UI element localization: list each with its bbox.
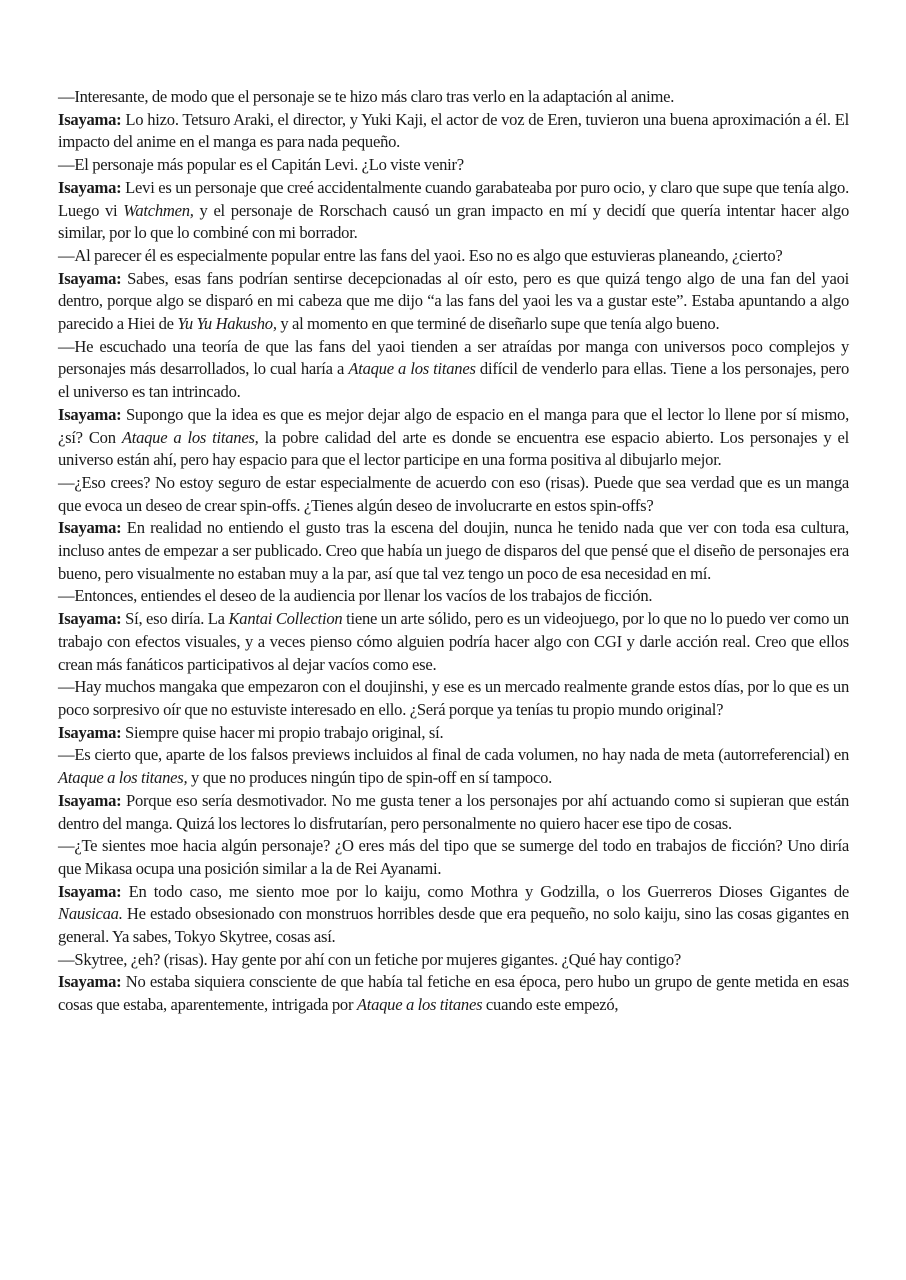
question-paragraph	[58, 949, 849, 972]
question-paragraph	[58, 835, 849, 880]
paragraph-text: y al momento en que terminé de diseñarlo supe que tenía algo bueno.	[276, 314, 720, 334]
italic-title: Ataque a los titanes,	[58, 768, 188, 788]
speaker-label: Isayama:	[58, 790, 122, 810]
speaker-label: Isayama:	[58, 268, 122, 288]
paragraph-text: —Es cierto que, aparte de los falsos previews incluidos al final de cada volumen, no hay nada de meta (autorreferencial) en	[58, 745, 849, 765]
speaker-label: Isayama:	[58, 722, 122, 742]
speaker-label: Isayama:	[58, 109, 122, 129]
answer-paragraph	[58, 177, 849, 245]
answer-paragraph	[58, 881, 849, 949]
italic-title: Nausicaa.	[58, 904, 123, 924]
answer-paragraph	[58, 608, 849, 676]
italic-title: Ataque a los titanes,	[121, 427, 259, 447]
question-paragraph	[58, 585, 849, 608]
paragraph-text: No estaba siquiera consciente de que había tal fetiche en esa época, pero hubo un grupo de gente metida en esas cosas que estaba, aparentemente, intrigada por	[58, 972, 849, 1015]
paragraph-text: Supongo que la idea es que es mejor dejar algo de espacio en el manga para que el lector lo llene por sí mismo, ¿sí? Con	[58, 404, 849, 447]
paragraph-text: Porque eso sería desmotivador. No me gusta tener a los personajes por ahí actuando como si supieran que están dentro del manga. Quizá los lectores lo disfrutarían, pero personalmente no quiero hacer ese tipo de cosas.	[58, 790, 849, 833]
paragraph-text: Lo hizo. Tetsuro Araki, el director, y Yuki Kaji, el actor de voz de Eren, tuvieron una buena aproximación a él. El impacto del anime en el manga es para nada pequeño.	[58, 109, 849, 152]
paragraph-text: Sí, eso diría. La	[121, 609, 229, 629]
document-page	[58, 86, 849, 1017]
answer-paragraph	[58, 517, 849, 585]
paragraph-text: y que no produces ningún tipo de spin-off en sí tampoco.	[187, 768, 553, 788]
question-paragraph	[58, 676, 849, 721]
answer-paragraph	[58, 971, 849, 1016]
italic-title: Kantai Collection	[228, 609, 343, 629]
speaker-label: Isayama:	[58, 177, 122, 197]
answer-paragraph	[58, 790, 849, 835]
italic-title: Ataque a los titanes	[348, 359, 476, 379]
paragraph-text: Levi es un personaje que creé accidentalmente cuando garabateaba por puro ocio, y claro que supe que tenía algo. Luego vi	[58, 177, 849, 220]
answer-paragraph	[58, 722, 849, 745]
paragraph-text: —He escuchado una teoría de que las fans del yaoi tienden a ser atraídas por manga con universos poco complejos y personajes más desarrollados, lo cual haría a	[58, 336, 849, 379]
answer-paragraph	[58, 268, 849, 336]
paragraph-text: —Entonces, entiendes el deseo de la audiencia por llenar los vacíos de los trabajos de ficción.	[58, 586, 653, 606]
paragraph-text: —¿Eso crees? No estoy seguro de estar especialmente de acuerdo con eso (risas). Puede que sea verdad que es un manga que evoca un deseo de crear spin-offs. ¿Tienes algún deseo de involucrarte en estos spin-offs?	[58, 472, 849, 515]
answer-paragraph	[58, 109, 849, 154]
speaker-label: Isayama:	[58, 972, 122, 992]
paragraph-text: En todo caso, me siento moe por lo kaiju, como Mothra y Godzilla, o los Guerreros Dioses Gigantes de	[121, 881, 849, 901]
question-paragraph	[58, 744, 849, 789]
paragraph-text: —Al parecer él es especialmente popular entre las fans del yaoi. Eso no es algo que estuvieras planeando, ¿cierto?	[58, 245, 783, 265]
speaker-label: Isayama:	[58, 404, 122, 424]
paragraph-text: Sabes, esas fans podrían sentirse decepcionadas al oír esto, pero es que quizá tengo algo de una fan del yaoi dentro, porque algo se disparó en mi cabeza que me dijo “a las fans del yaoi les va a gustar este”. Estaba apuntando a algo parecido a Hiei de	[58, 268, 849, 334]
paragraph-text: —El personaje más popular es el Capitán Levi. ¿Lo viste venir?	[58, 155, 464, 175]
paragraph-text: la pobre calidad del arte es donde se encuentra ese espacio abierto. Los personajes y el universo están ahí, pero hay espacio para que el lector participe en una forma positiva al dibujarlo mejor.	[58, 427, 849, 470]
question-paragraph	[58, 472, 849, 517]
question-paragraph	[58, 154, 849, 177]
italic-title: Watchmen,	[123, 200, 194, 220]
answer-paragraph	[58, 404, 849, 472]
italic-title: Yu Yu Hakusho,	[177, 314, 277, 334]
speaker-label: Isayama:	[58, 609, 122, 629]
speaker-label: Isayama:	[58, 518, 122, 538]
italic-title: Ataque a los titanes	[356, 995, 483, 1015]
paragraph-text: —Hay muchos mangaka que empezaron con el doujinshi, y ese es un mercado realmente grande estos días, por lo que es un poco sorpresivo oír que no estuviste interesado en ello. ¿Será porque ya tenías tu propio mundo original?	[58, 677, 849, 719]
speaker-label: Isayama:	[58, 881, 122, 901]
paragraph-text: He estado obsesionado con monstruos horribles desde que era pequeño, no solo kaiju, sino las cosas gigantes en general. Ya sabes, Tokyo Skytree, cosas así.	[58, 904, 849, 947]
paragraph-text: y el personaje de Rorschach causó un gran impacto en mí y decidí que quería intentar hacer algo similar, por lo que lo combiné con mi borrador.	[58, 200, 850, 243]
question-paragraph	[58, 86, 849, 109]
paragraph-text: —Skytree, ¿eh? (risas). Hay gente por ahí con un fetiche por mujeres gigantes. ¿Qué hay contigo?	[58, 949, 682, 969]
paragraph-text: —¿Te sientes moe hacia algún personaje? ¿O eres más del tipo que se sumerge del todo en trabajos de ficción? Uno diría que Mikasa ocupa una posición similar a la de Rei Ayanami.	[58, 836, 849, 878]
question-paragraph	[58, 245, 849, 268]
paragraph-text: tiene un arte sólido, pero es un videojuego, por lo que no lo puedo ver como un trabajo con efectos visuales, y a veces pienso cómo alguien podría hacer algo con CGI y darle acción real. Creo que ellos crean más fanáticos participativos al dejar vacíos como ese.	[58, 609, 849, 674]
paragraph-text: Siempre quise hacer mi propio trabajo original, sí.	[121, 722, 444, 742]
paragraph-text: cuando este empezó,	[482, 995, 619, 1015]
paragraph-text: difícil de venderlo para ellas. Tiene a los personajes, pero el universo es tan intrincado.	[58, 359, 849, 402]
question-paragraph	[58, 336, 849, 404]
paragraph-text: —Interesante, de modo que el personaje se te hizo más claro tras verlo en la adaptación al anime.	[58, 87, 675, 106]
paragraph-text: En realidad no entiendo el gusto tras la escena del doujin, nunca he tenido nada que ver con toda esa cultura, incluso antes de empezar a ser publicado. Creo que había un juego de disparos del que pensé que el diseño de personajes era bueno, pero visualmente no estaban muy a la par, así que tal vez tengo un poco de esa necesidad en mí.	[58, 518, 849, 583]
